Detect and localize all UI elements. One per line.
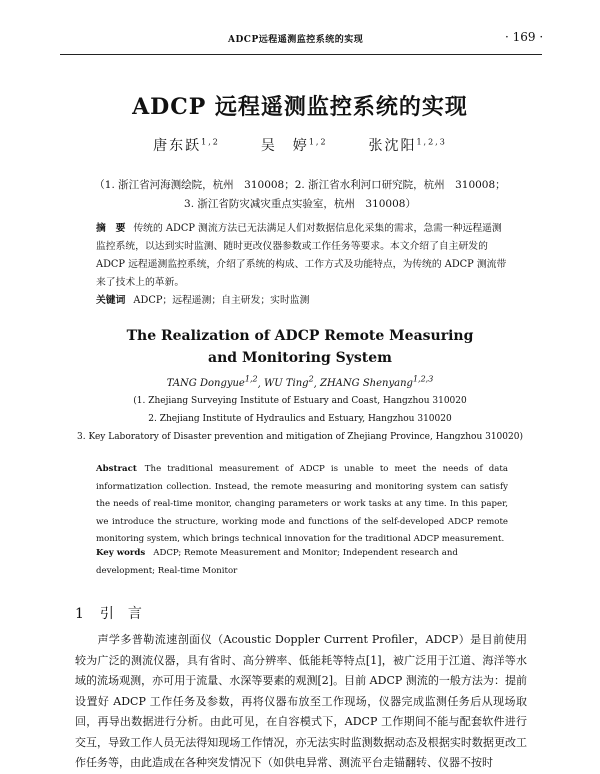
author-cn-1: 唐东跃$^{1,2}$: [153, 137, 220, 154]
author-cn-2: 吴 婷$^{1,2}$: [260, 137, 328, 154]
section-heading: [75, 603, 158, 623]
author-en-2: WU Ting$^2$: [263, 375, 314, 390]
authors-cn: [0, 135, 600, 155]
header-rule: [60, 54, 542, 55]
title-en-line-1: The Realization of ADCP Remote Measuring: [126, 328, 474, 344]
running-header-title: ADCP远程遥测监控系统的实现: [228, 35, 364, 45]
affiliation-cn-line-2: 3. 浙江省防灾减灾重点实验室，杭州 310008）: [184, 198, 416, 210]
keywords-cn-text: ADCP；远程遥测；自主研发；实时监测: [133, 295, 310, 306]
abstract-en: [96, 461, 508, 549]
section-title: 引 言: [99, 606, 142, 622]
page-number: · 169 ·: [505, 30, 544, 44]
affiliation-en-line-1: (1. Zhejiang Surveying Institute of Estuary and Coast, Hangzhou 310020: [133, 396, 467, 406]
author-en-3: ZHANG Shenyang$^{1,2,3}$: [320, 375, 434, 390]
author-en-1: TANG Dongyue$^{1,2}$: [166, 375, 258, 390]
authors-en: TANG Dongyue$^{1,2}$, WU Ting$^2$, ZHANG Shenyang$^{1,2,3}$: [166, 375, 434, 390]
abstract-cn-label: 摘 要: [96, 223, 126, 234]
body-text: 声学多普勒流速剖面仪（Acoustic Doppler Current Profiler，ADCP）是目前使用较为广泛的测流仪器，具有省时、高分辨率、低能耗等特点[1]，被广泛用于江道、海洋等水域的流场观测，亦可用于流量、水深等要素的观测[2]。目前 ADCP 测流的一般方法为：提前设置好 ADCP 工作任务及参数，再将仪器布放至工作现场，仪器完成监测任务后从现场取回，再导出数据进行分析。由此可见，在自容模式下，ADCP 工作期间不能与配套软件进行交互，导致工作人员无法得知现场工作情况，亦无法实时监测数据动态及根据实时数据更改工作任务等，由此造成在各种突发情况下（如供电异常、测流平台走锚翻转、仪器不按时: [75, 633, 527, 769]
author-cn-3: 张沈阳$^{1,2,3}$: [368, 137, 447, 154]
keywords-en: [96, 545, 508, 580]
running-header: [0, 32, 600, 52]
abstract-cn: [96, 220, 508, 292]
abstract-cn-text: 传统的 ADCP 测流方法已无法满足人们对数据信息化采集的需求，急需一种远程遥测监控系统，以达到实时监测、随时更改仪器参数或工作任务等要求。本文介绍了自主研发的 ADCP 远程遥测监控系统，介绍了系统的构成、工作方式及功能特点，为传统的 ADCP 测流带来了技术上的革新。: [96, 223, 507, 288]
title-en: [0, 325, 600, 369]
abstract-en-label: Abstract: [96, 464, 137, 474]
keywords-cn: [96, 292, 508, 310]
title-cn: ADCP 远程遥测监控系统的实现: [132, 94, 468, 120]
section-number: 1: [75, 606, 84, 622]
keywords-en-label: Key words: [96, 548, 146, 558]
affiliation-en-line-3: 3. Key Laboratory of Disaster prevention and mitigation of Zhejiang Province, Hangzhou 310020): [77, 432, 523, 442]
body-paragraph: [75, 630, 527, 774]
affiliation-cn-line-1: （1. 浙江省河海测绘院，杭州 310008；2. 浙江省水利河口研究院，杭州 310008；: [94, 179, 506, 191]
title-en-line-2: and Monitoring System: [208, 350, 392, 366]
abstract-en-text: The traditional measurement of ADCP is unable to meet the needs of data informatization collection. Instead, the remote measuring and monitoring system can satisfy the needs of real-time monitor, changing parameters or work tasks at any time. In this paper, we introduce the structure, working mode and functions of the self-developed ADCP remote monitoring system, which brings technical innovation for the traditional ADCP measurement.: [96, 464, 508, 544]
affiliation-en-line-2: 2. Zhejiang Institute of Hydraulics and Estuary, Hangzhou 310020: [148, 414, 452, 424]
keywords-cn-label: 关键词: [96, 295, 126, 306]
keywords-en-text: ADCP; Remote Measurement and Monitor; Independent research and development; Real-time Monitor: [96, 548, 458, 576]
